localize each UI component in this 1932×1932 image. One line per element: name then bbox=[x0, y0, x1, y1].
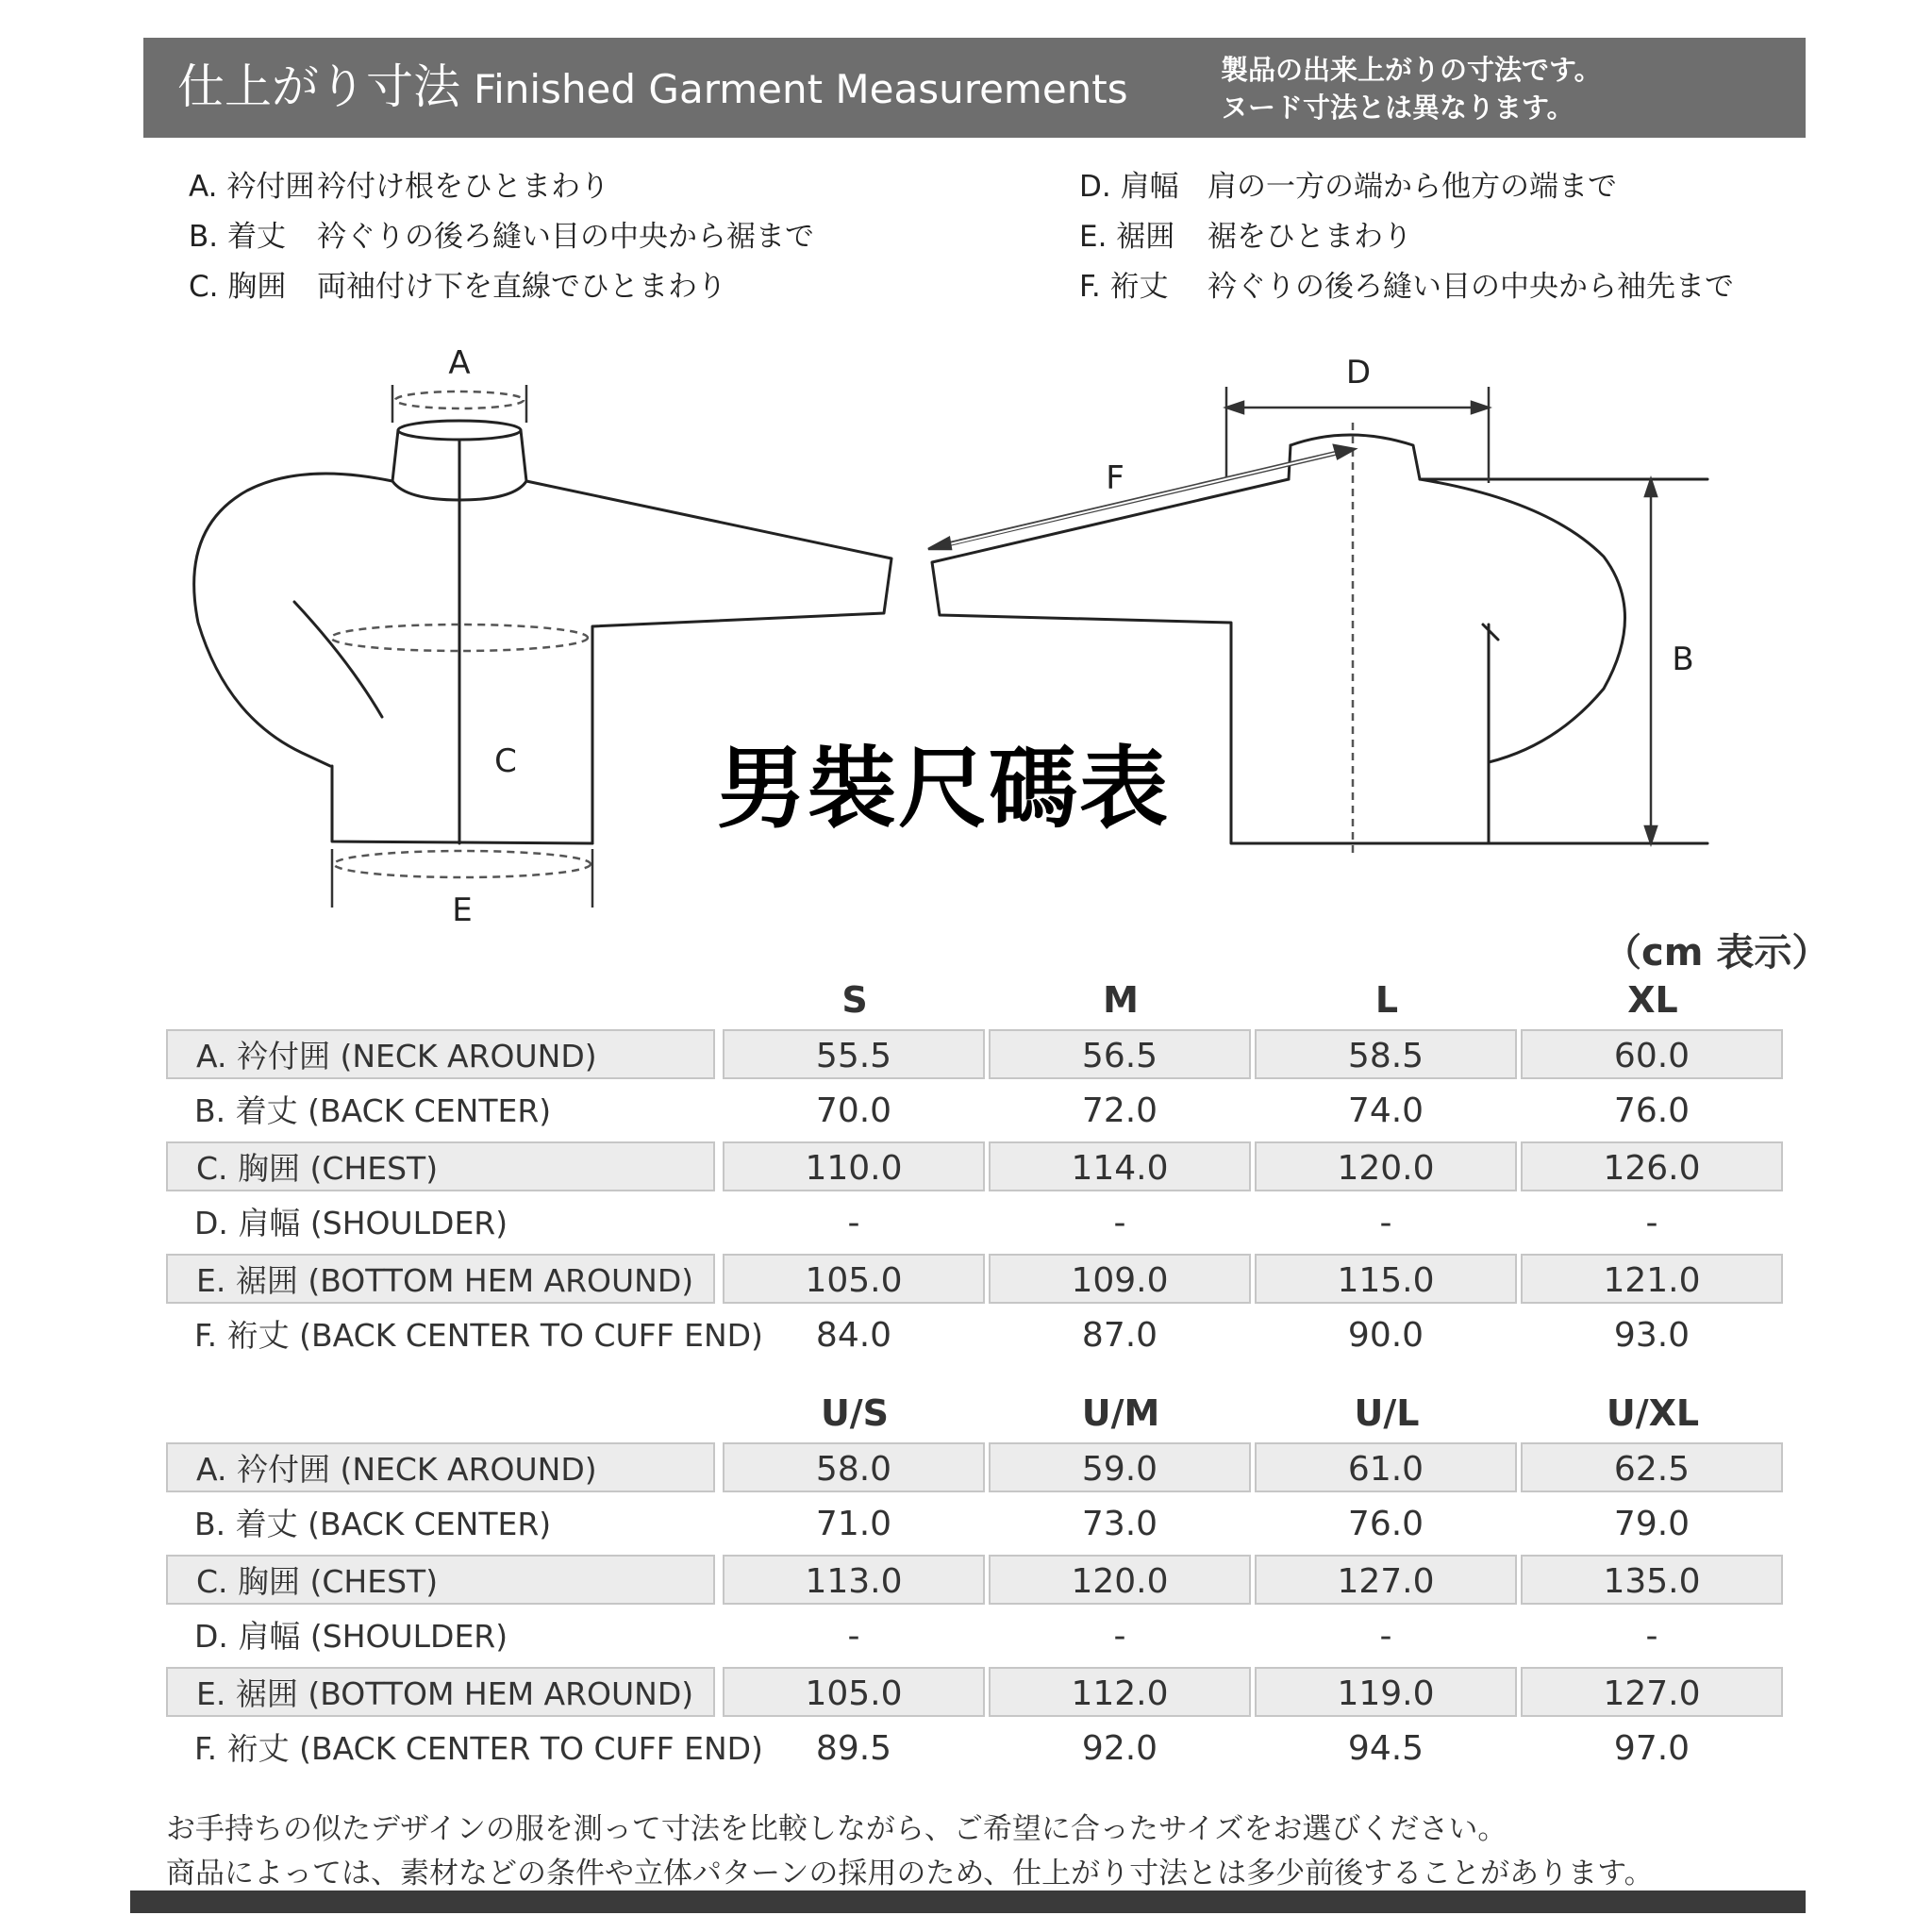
definitions-left bbox=[189, 162, 814, 312]
definition-code: D. 肩幅 bbox=[1079, 170, 1179, 204]
value-cell: 72.0 bbox=[1081, 1091, 1158, 1130]
definition-code: A. 衿付囲 bbox=[189, 170, 315, 204]
size-header: U/M bbox=[1081, 1392, 1160, 1434]
table-row bbox=[166, 1251, 1789, 1307]
row-label: A. 衿付囲 (NECK AROUND) bbox=[166, 1442, 715, 1492]
size-header: M bbox=[1103, 979, 1139, 1021]
row-label: F. 裄丈 (BACK CENTER TO CUFF END) bbox=[194, 1316, 763, 1354]
value-cell: - bbox=[1379, 1616, 1392, 1656]
header-note bbox=[1221, 51, 1602, 126]
label-b: B bbox=[1672, 641, 1694, 678]
row-label: B. 着丈 (BACK CENTER) bbox=[194, 1505, 552, 1542]
value-cell: 97.0 bbox=[1613, 1728, 1690, 1768]
size-table-regular bbox=[166, 977, 1789, 1363]
table-row bbox=[166, 1026, 1789, 1083]
row-label: C. 胸囲 (CHEST) bbox=[166, 1141, 715, 1191]
value-cell: 135.0 bbox=[1521, 1555, 1783, 1605]
value-cell: - bbox=[1645, 1616, 1658, 1656]
value-cell: 126.0 bbox=[1521, 1141, 1783, 1191]
value-cell: - bbox=[1379, 1203, 1392, 1242]
row-label: D. 肩幅 (SHOULDER) bbox=[194, 1204, 508, 1241]
size-header: U/XL bbox=[1606, 1392, 1700, 1434]
value-cell: - bbox=[1113, 1616, 1126, 1656]
value-cell: 120.0 bbox=[989, 1555, 1251, 1605]
size-header: U/L bbox=[1354, 1392, 1420, 1434]
value-cell: 110.0 bbox=[723, 1141, 985, 1191]
value-cell: 76.0 bbox=[1613, 1091, 1690, 1130]
value-cell: 79.0 bbox=[1613, 1504, 1690, 1543]
row-label: D. 肩幅 (SHOULDER) bbox=[194, 1617, 508, 1655]
value-cell: 55.5 bbox=[723, 1029, 985, 1079]
header-note-line1: 製品の出来上がりの寸法です。 bbox=[1221, 54, 1602, 86]
definition-text: 肩の一方の端から他方の端まで bbox=[1208, 170, 1617, 204]
definition-c bbox=[189, 262, 814, 312]
value-cell: 127.0 bbox=[1521, 1667, 1783, 1717]
table-row bbox=[166, 1496, 1789, 1553]
value-cell: 93.0 bbox=[1613, 1315, 1690, 1355]
table-row bbox=[166, 1721, 1789, 1777]
table-row bbox=[166, 1139, 1789, 1195]
definition-text: 衿付け根をひとまわり bbox=[317, 170, 609, 204]
table-row bbox=[166, 1552, 1789, 1608]
definition-text: 両袖付け下を直線でひとまわり bbox=[317, 270, 726, 304]
table-row bbox=[166, 1664, 1789, 1721]
header-bar bbox=[143, 38, 1806, 138]
size-header: L bbox=[1374, 979, 1399, 1021]
size-table-upsize bbox=[166, 1391, 1789, 1776]
label-e: E bbox=[452, 891, 473, 929]
value-cell: 113.0 bbox=[723, 1555, 985, 1605]
value-cell: 114.0 bbox=[989, 1141, 1251, 1191]
value-cell: 92.0 bbox=[1081, 1728, 1158, 1768]
row-label: A. 衿付囲 (NECK AROUND) bbox=[166, 1029, 715, 1079]
table-row bbox=[166, 1307, 1789, 1364]
definition-text: 衿ぐりの後ろ縫い目の中央から裾まで bbox=[317, 220, 814, 254]
value-cell: 73.0 bbox=[1081, 1504, 1158, 1543]
value-cell: 58.5 bbox=[1255, 1029, 1517, 1079]
definition-code: C. 胸囲 bbox=[189, 270, 287, 304]
header-note-line2: ヌード寸法とは異なります。 bbox=[1221, 92, 1574, 124]
definition-f bbox=[1079, 262, 1734, 312]
definition-e bbox=[1079, 212, 1734, 262]
value-cell: 76.0 bbox=[1347, 1504, 1424, 1543]
value-cell: 71.0 bbox=[815, 1504, 892, 1543]
table-row bbox=[166, 1608, 1789, 1665]
value-cell: - bbox=[1645, 1203, 1658, 1242]
size-header: XL bbox=[1627, 979, 1678, 1021]
table-row bbox=[166, 1195, 1789, 1252]
definition-a bbox=[189, 162, 814, 212]
size-header: S bbox=[841, 979, 868, 1021]
value-cell: 60.0 bbox=[1521, 1029, 1783, 1079]
header-title bbox=[177, 58, 1128, 118]
header-title-jp: 仕上がり寸法 bbox=[177, 59, 460, 114]
value-cell: 105.0 bbox=[723, 1667, 985, 1717]
value-cell: 74.0 bbox=[1347, 1091, 1424, 1130]
definition-code: E. 裾囲 bbox=[1079, 220, 1175, 254]
bottom-bar bbox=[130, 1890, 1806, 1913]
row-label: B. 着丈 (BACK CENTER) bbox=[194, 1091, 552, 1129]
value-cell: 58.0 bbox=[723, 1442, 985, 1492]
footer-line2: 商品によっては、素材などの条件や立体パターンの採用のため、仕上がり寸法とは多少前後することがあります。 bbox=[166, 1857, 1654, 1890]
value-cell: 119.0 bbox=[1255, 1667, 1517, 1717]
value-cell: 56.5 bbox=[989, 1029, 1251, 1079]
value-cell: - bbox=[847, 1616, 860, 1656]
footer-notes bbox=[166, 1807, 1654, 1896]
value-cell: 121.0 bbox=[1521, 1254, 1783, 1304]
definition-b bbox=[189, 212, 814, 262]
value-cell: 112.0 bbox=[989, 1667, 1251, 1717]
value-cell: 87.0 bbox=[1081, 1315, 1158, 1355]
value-cell: 109.0 bbox=[989, 1254, 1251, 1304]
row-label: C. 胸囲 (CHEST) bbox=[166, 1555, 715, 1605]
value-cell: 59.0 bbox=[989, 1442, 1251, 1492]
value-cell: - bbox=[847, 1203, 860, 1242]
value-cell: - bbox=[1113, 1203, 1126, 1242]
value-cell: 84.0 bbox=[815, 1315, 892, 1355]
value-cell: 115.0 bbox=[1255, 1254, 1517, 1304]
definition-text: 裾をひとまわり bbox=[1208, 220, 1412, 254]
value-cell: 120.0 bbox=[1255, 1141, 1517, 1191]
value-cell: 105.0 bbox=[723, 1254, 985, 1304]
garment-diagram bbox=[0, 321, 1932, 943]
value-cell: 70.0 bbox=[815, 1091, 892, 1130]
footer-line1: お手持ちの似たデザインの服を測って寸法を比較しながら、ご希望に合ったサイズをお選びください。 bbox=[166, 1812, 1507, 1846]
row-label: E. 裾囲 (BOTTOM HEM AROUND) bbox=[166, 1667, 715, 1717]
label-c: C bbox=[494, 742, 517, 780]
row-label: E. 裾囲 (BOTTOM HEM AROUND) bbox=[166, 1254, 715, 1304]
size-header: U/S bbox=[820, 1392, 890, 1434]
value-cell: 62.5 bbox=[1521, 1442, 1783, 1492]
definition-text: 衿ぐりの後ろ縫い目の中央から袖先まで bbox=[1208, 270, 1734, 304]
value-cell: 90.0 bbox=[1347, 1315, 1424, 1355]
label-f: F bbox=[1106, 459, 1124, 497]
header-title-en: Finished Garment Measurements bbox=[474, 66, 1128, 112]
table-row bbox=[166, 1440, 1789, 1496]
definition-d bbox=[1079, 162, 1734, 212]
definition-code: B. 着丈 bbox=[189, 220, 286, 254]
label-d: D bbox=[1345, 354, 1372, 391]
value-cell: 127.0 bbox=[1255, 1555, 1517, 1605]
value-cell: 94.5 bbox=[1347, 1728, 1424, 1768]
size-chart-title: 男裝尺碼表 bbox=[717, 738, 1171, 841]
table-header-row bbox=[166, 1391, 1789, 1440]
value-cell: 89.5 bbox=[815, 1728, 892, 1768]
table-row bbox=[166, 1083, 1789, 1140]
definition-code: F. 裄丈 bbox=[1079, 270, 1169, 304]
definitions-right bbox=[1079, 162, 1734, 312]
unit-label: （cm 表示） bbox=[1604, 931, 1830, 974]
label-a: A bbox=[448, 344, 471, 382]
table-header-row bbox=[166, 977, 1789, 1026]
row-label: F. 裄丈 (BACK CENTER TO CUFF END) bbox=[194, 1729, 763, 1767]
value-cell: 61.0 bbox=[1255, 1442, 1517, 1492]
